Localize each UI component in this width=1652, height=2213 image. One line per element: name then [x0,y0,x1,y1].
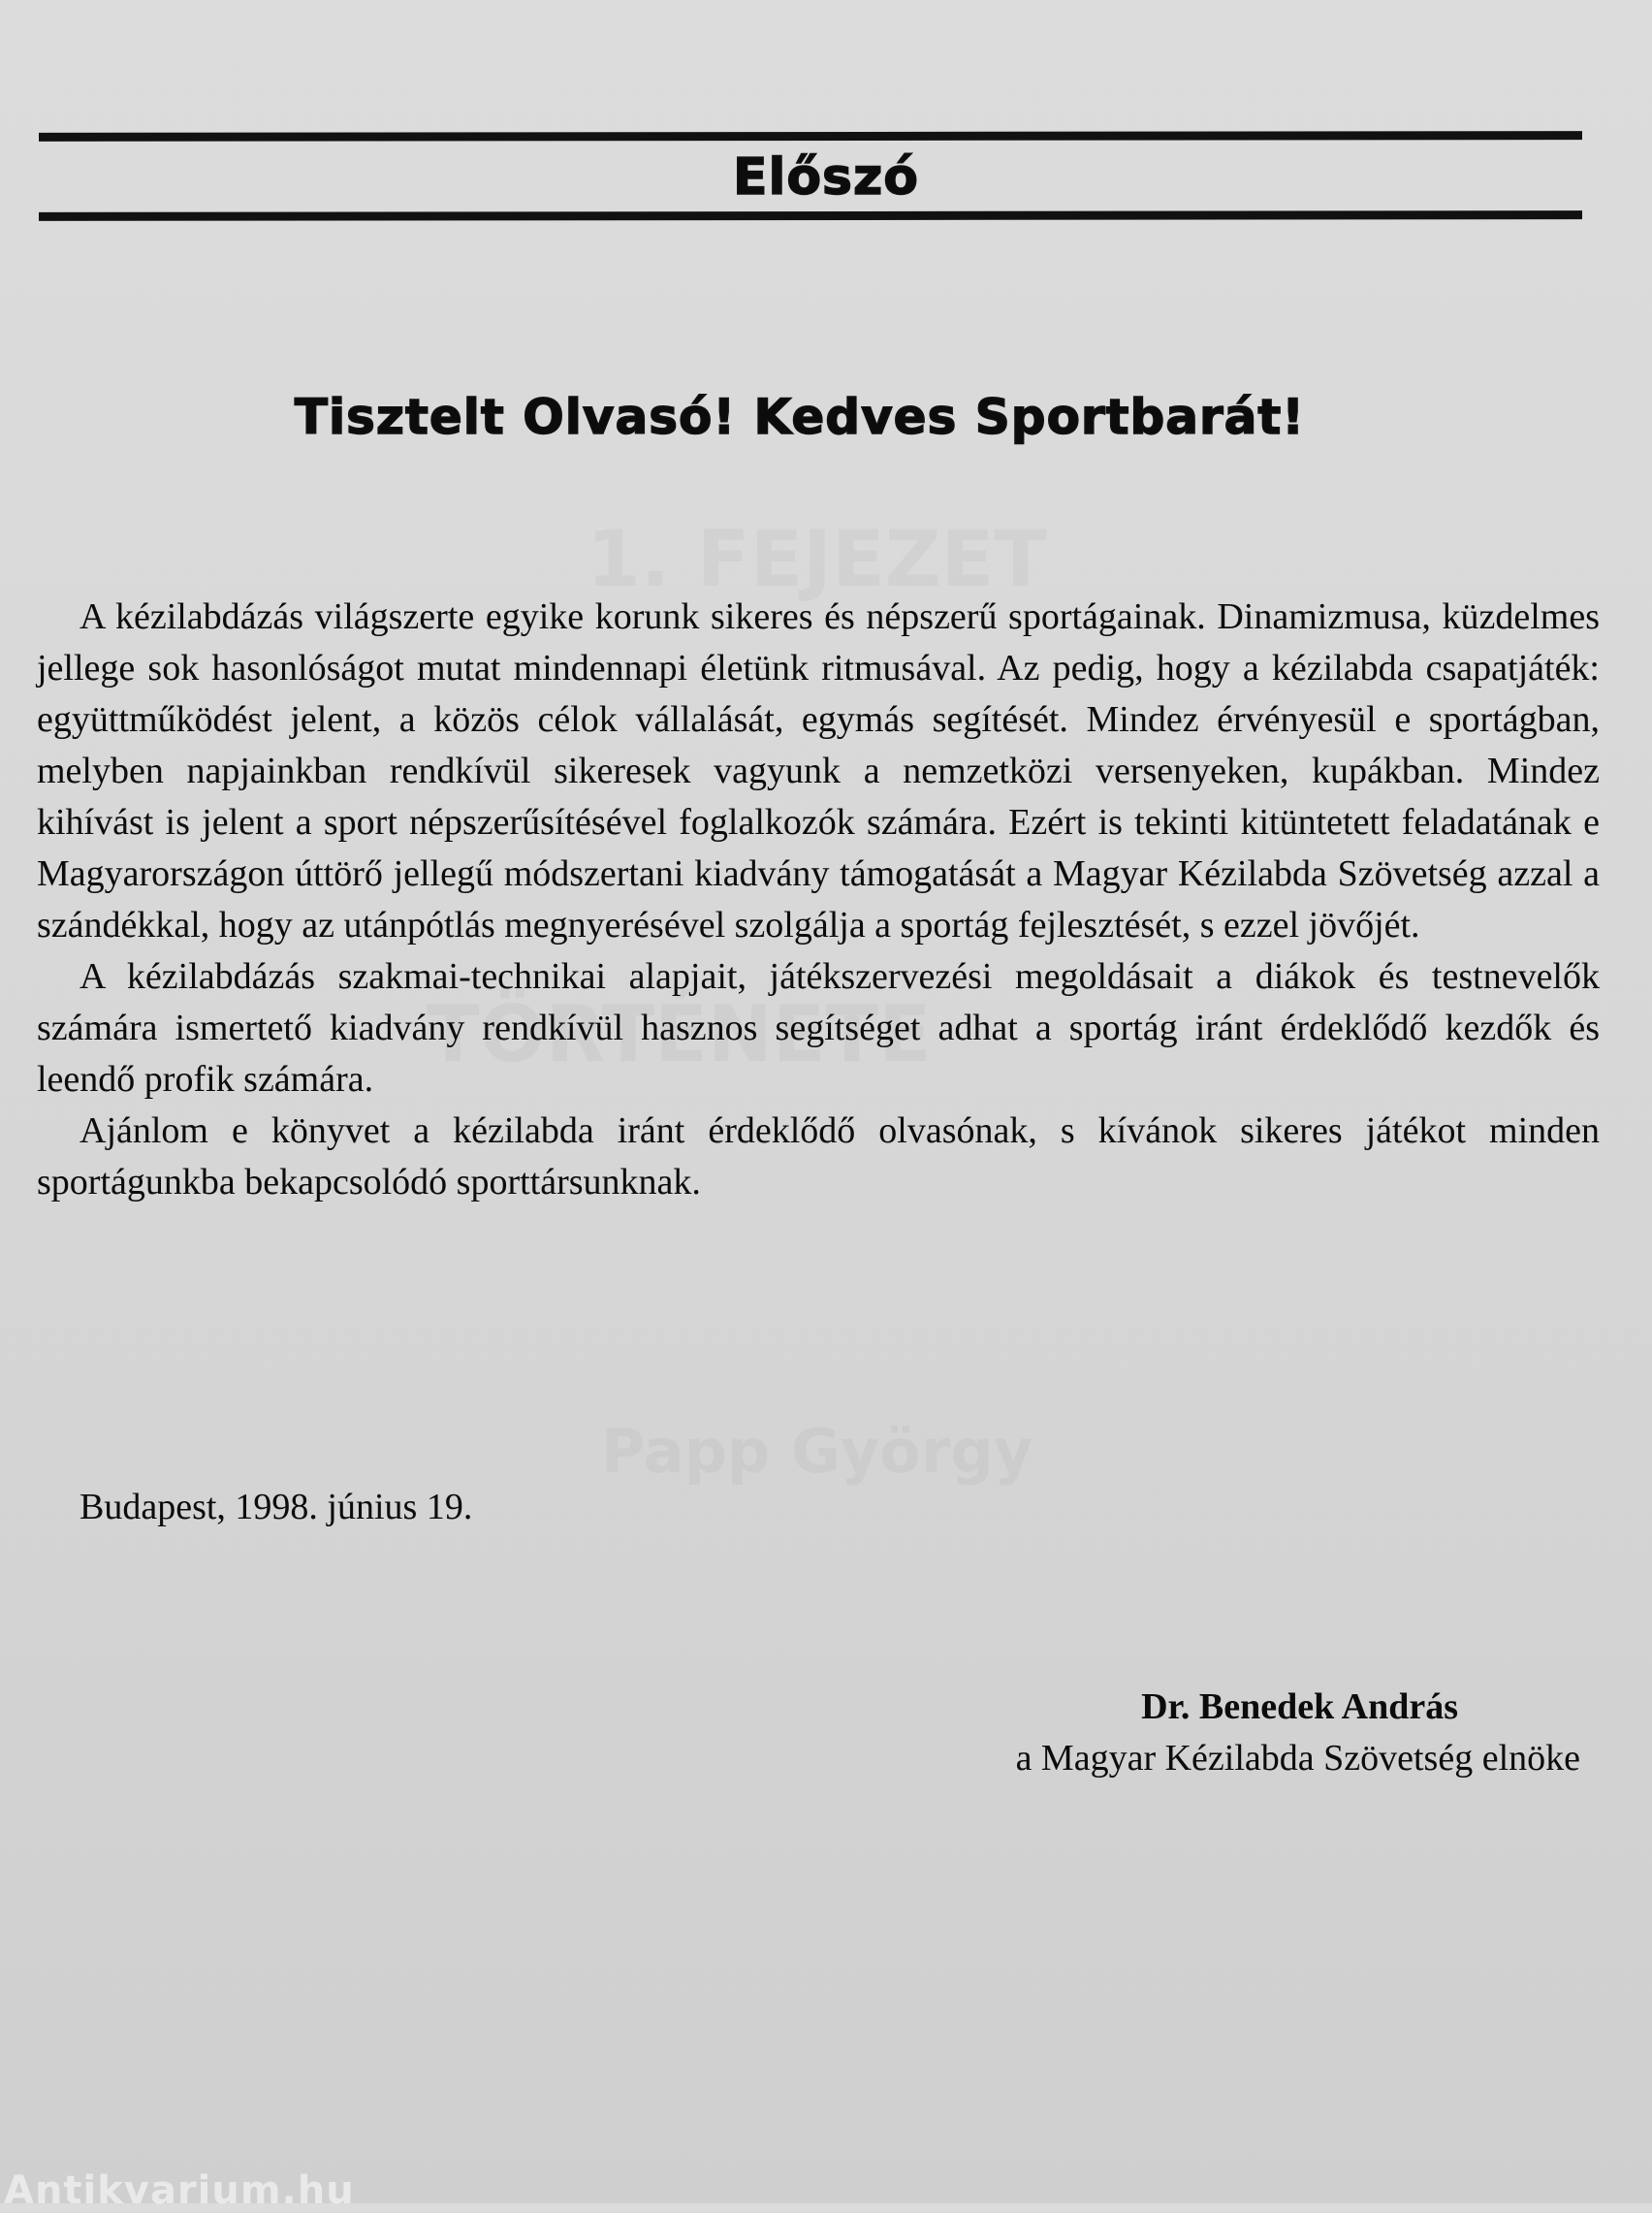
paragraph-2: A kézilabdázás szakmai-technikai alapjait, játékszervezési megoldásait a diákok és testnevelők számára ismertető kiadvány rendkívül hasznos segítséget adhat a sportág iránt érdeklődő kezdők és leendő profik számára. [37,956,1600,1100]
header-rule-top [39,131,1582,142]
header-rule-bottom [39,210,1582,221]
place-date: Budapest, 1998. június 19. [79,1487,473,1527]
paragraph-3: Ajánlom e könyvet a kézilabda iránt érdeklődő olvasónak, s kívánok sikeres játékot minden sportágunkba bekapcsolódó sporttársunknak. [37,1110,1600,1203]
paragraph-1: A kézilabdázás világszerte egyike korunk sikeres és népszerű sportágainak. Dinamizmusa, küzdelmes jellege sok hasonlóságot mutat mindennapi életünk ritmusával. Az pedig, hogy a kézilabda csapatjáték: együttműködést jelent, a közös célok vállalását, egymás segítését. Mindez érvényesül e sportágban, melyben napjainkban rendkívül sikeresek vagyunk a nemzetközi versenyeken, kupákban. Mindez kihívást is jelent a sport népszerűsítésével foglalkozók számára. Ezért is tekinti kitüntetett feladatának e Magyarországon úttörő jellegű módszertani kiadvány támogatását a Magyar Kézilabda Szövetség azzal a szándékkal, hogy az utánpótlás megnyerésével szolgálja a sportág fejlesztését, s ezzel jövőjét. [37,596,1600,946]
signer-title: a Magyar Kézilabda Szövetség elnöke [1015,1738,1580,1779]
watermark: Antikvarium.hu [4,2168,355,2213]
signer-name: Dr. Benedek András [1141,1686,1458,1727]
bleed-through-text-3 [601,1416,1032,1487]
page-title: Előszó [732,148,919,207]
foreword-body [37,592,1600,1208]
salutation-heading: Tisztelt Olvasó! Kedves Sportbarát! [294,389,1306,445]
signature-block [1016,1682,1580,1784]
